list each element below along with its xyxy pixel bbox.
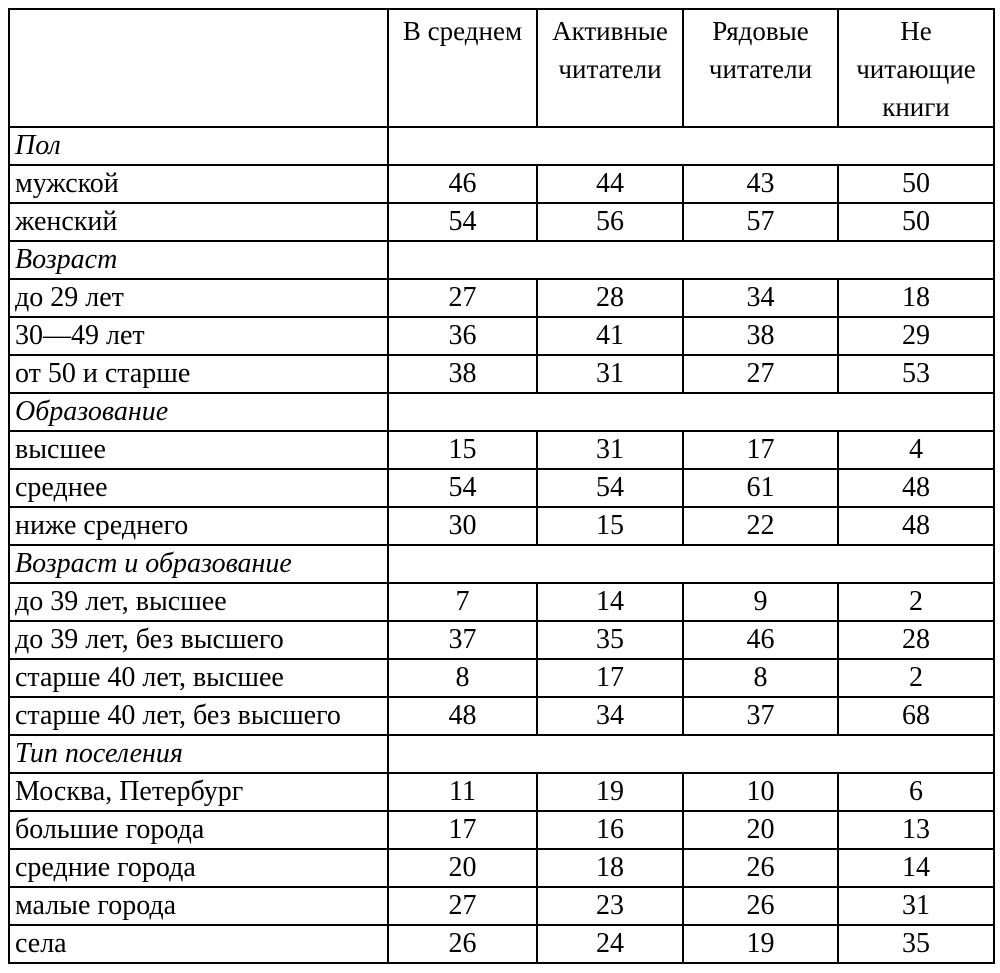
value-cell-active-readers: 15 [537, 507, 683, 545]
table-body [9, 127, 994, 963]
value-cell-average: 46 [388, 165, 537, 203]
value-cell-active-readers: 28 [537, 279, 683, 317]
column-header-active-readers: Активные читатели [537, 9, 683, 127]
value-cell-active-readers: 17 [537, 659, 683, 697]
table-row [9, 925, 994, 963]
row-label: села [9, 925, 388, 963]
section-title: Пол [9, 127, 388, 165]
row-label: среднее [9, 469, 388, 507]
value-cell-regular-readers: 19 [683, 925, 838, 963]
value-cell-regular-readers: 22 [683, 507, 838, 545]
value-cell-average: 54 [388, 469, 537, 507]
row-label: женский [9, 203, 388, 241]
value-cell-regular-readers: 46 [683, 621, 838, 659]
table-row [9, 507, 994, 545]
row-label: Москва, Петербург [9, 773, 388, 811]
section-header-row [9, 127, 994, 165]
value-cell-non-readers: 2 [838, 583, 994, 621]
value-cell-average: 54 [388, 203, 537, 241]
value-cell-active-readers: 34 [537, 697, 683, 735]
section-header-row [9, 735, 994, 773]
value-cell-non-readers: 18 [838, 279, 994, 317]
row-label: 30—49 лет [9, 317, 388, 355]
value-cell-average: 36 [388, 317, 537, 355]
value-cell-regular-readers: 9 [683, 583, 838, 621]
row-label: малые города [9, 887, 388, 925]
value-cell-regular-readers: 26 [683, 849, 838, 887]
row-label: до 39 лет, высшее [9, 583, 388, 621]
value-cell-non-readers: 29 [838, 317, 994, 355]
value-cell-active-readers: 31 [537, 431, 683, 469]
row-label: мужской [9, 165, 388, 203]
section-title: Возраст и образование [9, 545, 388, 583]
value-cell-non-readers: 14 [838, 849, 994, 887]
value-cell-regular-readers: 38 [683, 317, 838, 355]
value-cell-regular-readers: 20 [683, 811, 838, 849]
value-cell-regular-readers: 26 [683, 887, 838, 925]
row-label: до 39 лет, без высшего [9, 621, 388, 659]
column-header-non-readers: Не читающие книги [838, 9, 994, 127]
value-cell-active-readers: 18 [537, 849, 683, 887]
header-row [9, 9, 994, 127]
section-title: Образование [9, 393, 388, 431]
value-cell-non-readers: 35 [838, 925, 994, 963]
section-header-row [9, 241, 994, 279]
table-row [9, 431, 994, 469]
value-cell-non-readers: 48 [838, 469, 994, 507]
value-cell-active-readers: 24 [537, 925, 683, 963]
section-title: Возраст [9, 241, 388, 279]
value-cell-regular-readers: 27 [683, 355, 838, 393]
value-cell-non-readers: 50 [838, 203, 994, 241]
value-cell-non-readers: 4 [838, 431, 994, 469]
table-row [9, 849, 994, 887]
value-cell-active-readers: 41 [537, 317, 683, 355]
section-blank-cell [388, 241, 994, 279]
table-row [9, 773, 994, 811]
value-cell-non-readers: 28 [838, 621, 994, 659]
row-label: от 50 и старше [9, 355, 388, 393]
row-label: ниже среднего [9, 507, 388, 545]
table-row [9, 317, 994, 355]
value-cell-average: 7 [388, 583, 537, 621]
value-cell-regular-readers: 10 [683, 773, 838, 811]
value-cell-average: 15 [388, 431, 537, 469]
value-cell-average: 20 [388, 849, 537, 887]
value-cell-average: 37 [388, 621, 537, 659]
value-cell-active-readers: 31 [537, 355, 683, 393]
value-cell-average: 48 [388, 697, 537, 735]
table-row [9, 811, 994, 849]
row-label: средние города [9, 849, 388, 887]
table-row [9, 697, 994, 735]
column-header-regular-readers: Рядовые читатели [683, 9, 838, 127]
table-row [9, 203, 994, 241]
section-blank-cell [388, 545, 994, 583]
row-label: высшее [9, 431, 388, 469]
value-cell-non-readers: 31 [838, 887, 994, 925]
row-label: большие города [9, 811, 388, 849]
value-cell-average: 11 [388, 773, 537, 811]
row-label: старше 40 лет, высшее [9, 659, 388, 697]
table-row [9, 469, 994, 507]
value-cell-active-readers: 54 [537, 469, 683, 507]
header-corner-cell [9, 9, 388, 127]
section-header-row [9, 393, 994, 431]
value-cell-active-readers: 56 [537, 203, 683, 241]
value-cell-non-readers: 13 [838, 811, 994, 849]
value-cell-average: 26 [388, 925, 537, 963]
value-cell-non-readers: 68 [838, 697, 994, 735]
table-row [9, 621, 994, 659]
value-cell-average: 30 [388, 507, 537, 545]
table-row [9, 659, 994, 697]
value-cell-regular-readers: 8 [683, 659, 838, 697]
value-cell-active-readers: 16 [537, 811, 683, 849]
value-cell-active-readers: 35 [537, 621, 683, 659]
value-cell-regular-readers: 43 [683, 165, 838, 203]
value-cell-active-readers: 23 [537, 887, 683, 925]
reader-demographics-table [8, 8, 995, 964]
value-cell-non-readers: 50 [838, 165, 994, 203]
column-header-average: В среднем [388, 9, 537, 127]
value-cell-non-readers: 6 [838, 773, 994, 811]
row-label: до 29 лет [9, 279, 388, 317]
value-cell-average: 27 [388, 279, 537, 317]
row-label: старше 40 лет, без высшего [9, 697, 388, 735]
value-cell-regular-readers: 37 [683, 697, 838, 735]
value-cell-average: 17 [388, 811, 537, 849]
value-cell-regular-readers: 17 [683, 431, 838, 469]
value-cell-non-readers: 48 [838, 507, 994, 545]
table-row [9, 165, 994, 203]
value-cell-average: 27 [388, 887, 537, 925]
value-cell-average: 8 [388, 659, 537, 697]
section-header-row [9, 545, 994, 583]
section-blank-cell [388, 127, 994, 165]
table-row [9, 887, 994, 925]
value-cell-active-readers: 44 [537, 165, 683, 203]
value-cell-regular-readers: 57 [683, 203, 838, 241]
value-cell-non-readers: 2 [838, 659, 994, 697]
value-cell-active-readers: 19 [537, 773, 683, 811]
section-title: Тип поселения [9, 735, 388, 773]
table-row [9, 355, 994, 393]
value-cell-active-readers: 14 [537, 583, 683, 621]
value-cell-non-readers: 53 [838, 355, 994, 393]
section-blank-cell [388, 393, 994, 431]
table-row [9, 583, 994, 621]
table-row [9, 279, 994, 317]
value-cell-regular-readers: 61 [683, 469, 838, 507]
value-cell-regular-readers: 34 [683, 279, 838, 317]
value-cell-average: 38 [388, 355, 537, 393]
section-blank-cell [388, 735, 994, 773]
